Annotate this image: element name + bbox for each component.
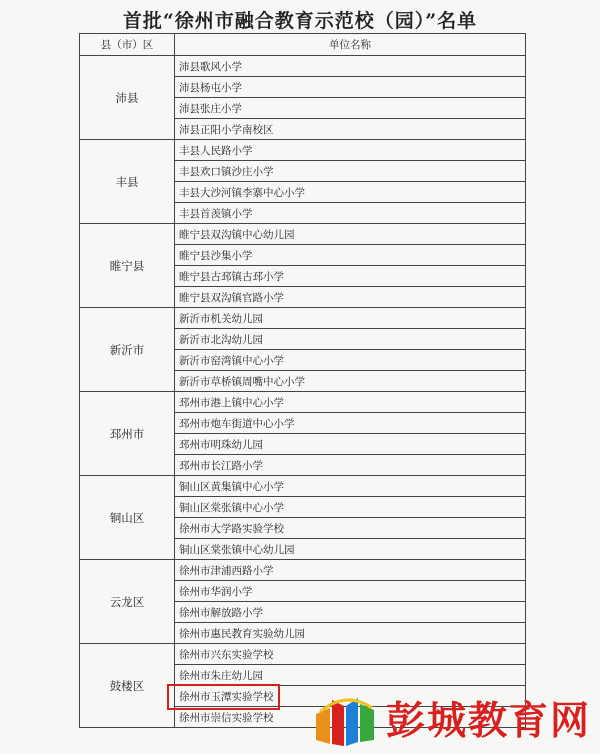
county-cell: 睢宁县 [80,224,175,308]
unit-cell: 徐州市朱庄幼儿园 [175,665,526,686]
table-row [80,560,526,581]
unit-cell: 铜山区棠张镇中心幼儿园 [175,539,526,560]
unit-cell: 新沂市草桥镇周嘴中心小学 [175,371,526,392]
page-title: 首批“徐州市融合教育示范校（园）”名单 [122,10,478,32]
table-row [80,644,526,665]
unit-cell: 丰县人民路小学 [175,140,526,161]
unit-cell: 铜山区黄集镇中心小学 [175,476,526,497]
unit-cell: 沛县杨屯小学 [175,77,526,98]
unit-cell: 沛县张庄小学 [175,98,526,119]
unit-cell: 新沂市北沟幼儿园 [175,329,526,350]
unit-cell: 铜山区棠张镇中心小学 [175,497,526,518]
table-row [80,140,526,161]
table-row [80,476,526,497]
header-unit: 单位名称 [175,34,526,56]
highlight-box [167,684,280,710]
table-row [80,392,526,413]
unit-cell: 徐州市大学路实验学校 [175,518,526,539]
county-cell: 邳州市 [80,392,175,476]
unit-cell: 徐州市华润小学 [175,581,526,602]
county-cell: 丰县 [80,140,175,224]
unit-cell: 沛县歌风小学 [175,56,526,77]
unit-cell: 邳州市明珠幼儿园 [175,434,526,455]
watermark [310,684,600,750]
unit-cell: 徐州市兴东实验学校 [175,644,526,665]
header-county: 县（市）区 [80,34,175,56]
unit-cell: 睢宁县双沟镇官路小学 [175,287,526,308]
table-row [80,56,526,77]
unit-cell: 徐州市津浦西路小学 [175,560,526,581]
table-row [80,308,526,329]
school-list-table [79,33,526,728]
unit-cell: 丰县首羡镇小学 [175,203,526,224]
county-cell: 铜山区 [80,476,175,560]
unit-cell: 徐州市崇信实验学校 [175,707,526,728]
unit-cell: 邳州市长江路小学 [175,455,526,476]
unit-cell: 徐州市惠民教育实验幼儿园 [175,623,526,644]
unit-cell: 徐州市解放路小学 [175,602,526,623]
watermark-text: 彭城教育网 [386,699,592,744]
unit-cell: 睢宁县双沟镇中心幼儿园 [175,224,526,245]
book-logo-icon [310,684,382,750]
unit-cell: 邳州市炮车街道中心小学 [175,413,526,434]
unit-cell: 沛县正阳小学南校区 [175,119,526,140]
unit-cell: 邳州市港上镇中心小学 [175,392,526,413]
unit-cell: 新沂市机关幼儿园 [175,308,526,329]
unit-cell: 睢宁县古邳镇古邳小学 [175,266,526,287]
table-row [80,224,526,245]
table-header-row [80,34,526,56]
unit-cell: 丰县大沙河镇李寨中心小学 [175,182,526,203]
unit-cell: 徐州市玉潭实验学校 [175,686,526,707]
unit-cell: 睢宁县沙集小学 [175,245,526,266]
county-cell: 沛县 [80,56,175,140]
county-cell: 鼓楼区 [80,644,175,728]
unit-cell: 丰县欢口镇沙庄小学 [175,161,526,182]
county-cell: 云龙区 [80,560,175,644]
county-cell: 新沂市 [80,308,175,392]
unit-cell: 新沂市窑湾镇中心小学 [175,350,526,371]
